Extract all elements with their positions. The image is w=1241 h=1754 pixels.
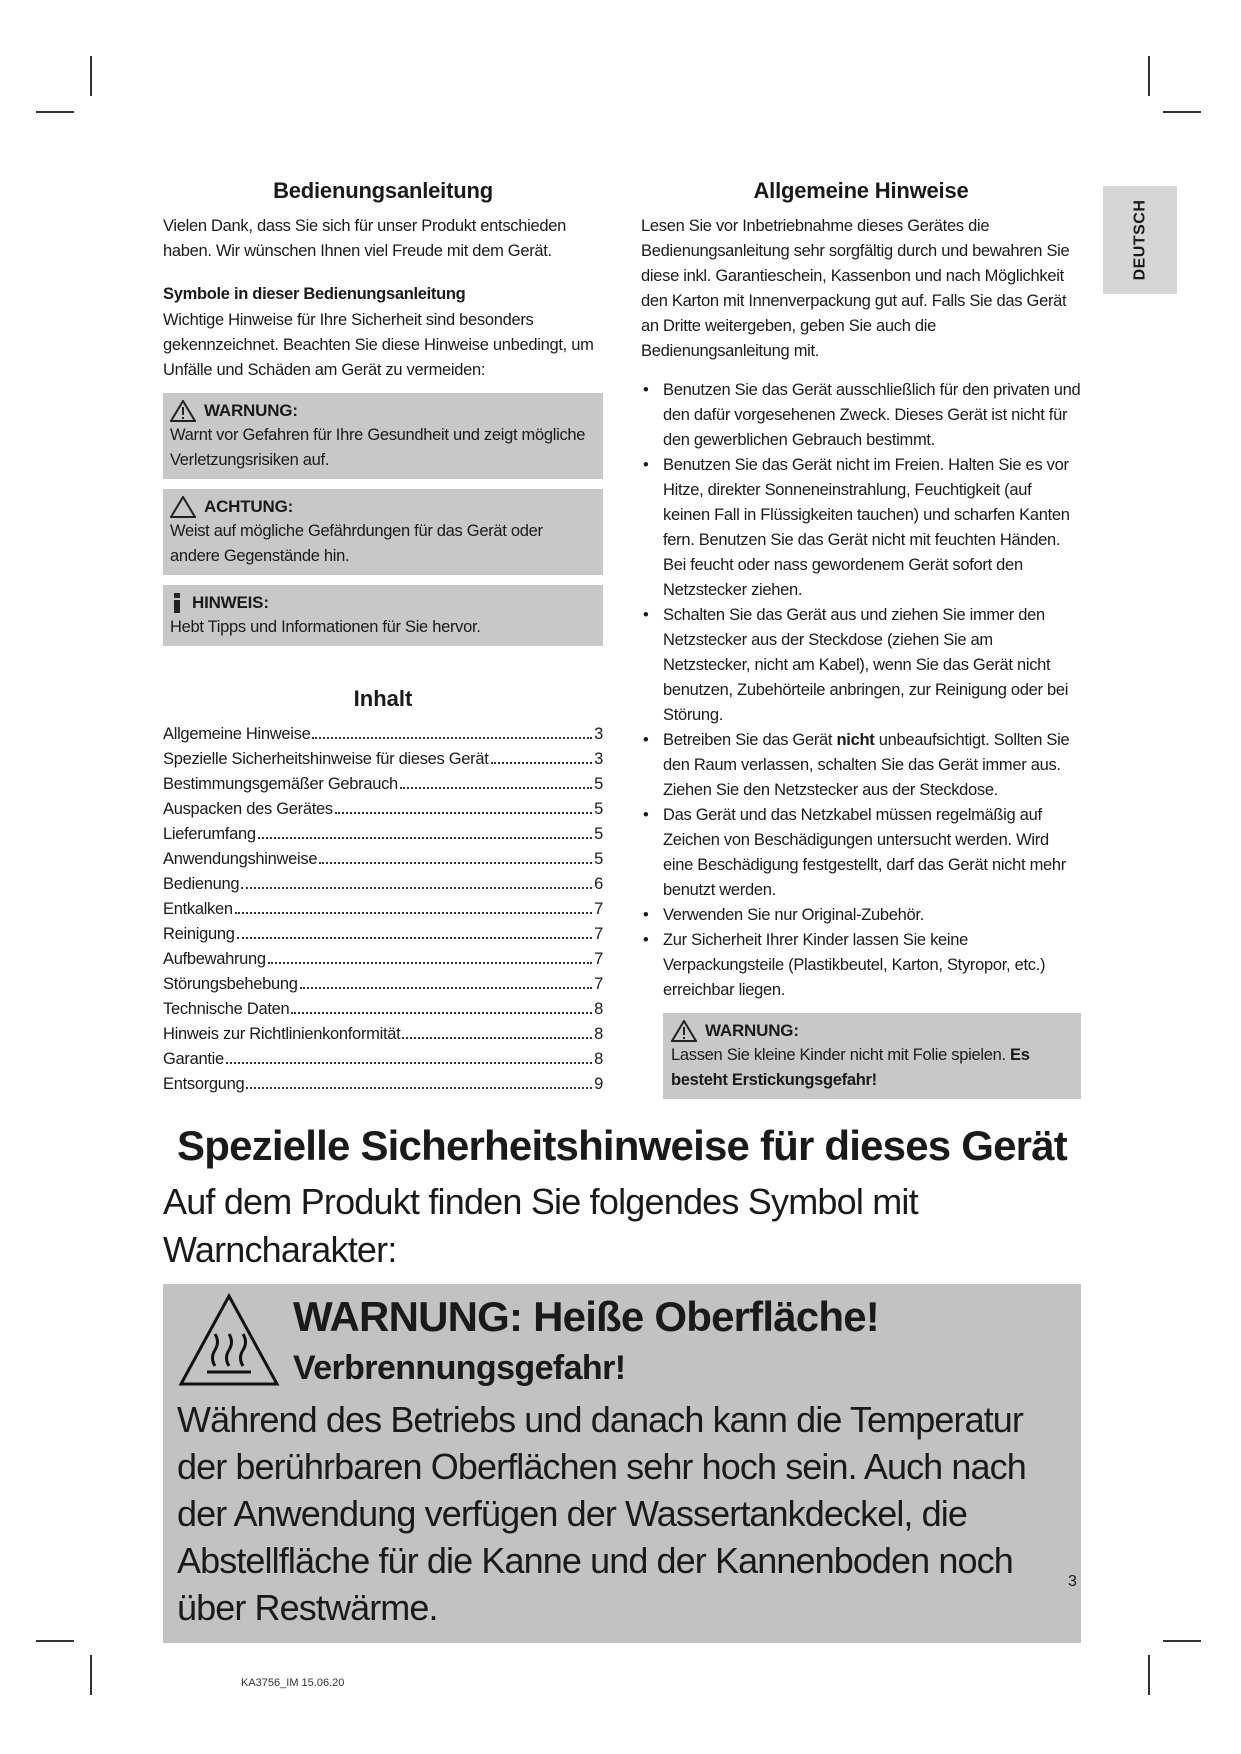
toc-title: Inhalt [353, 686, 413, 711]
info-icon [170, 592, 184, 614]
manual-title: Bedienungsanleitung [273, 178, 493, 203]
toc-entry[interactable]: Bestimmungsgemäßer Gebrauch 5 [163, 775, 603, 793]
achtung-text: Weist auf mögliche Gefährdungen für das Gerät oder andere Gegenstände hin. [170, 522, 543, 565]
toc-entry[interactable]: Entkalken 7 [163, 900, 603, 918]
toc-entry[interactable]: Technische Daten 8 [163, 1000, 603, 1018]
right-column [641, 178, 1081, 1099]
crop-mark [36, 111, 74, 113]
left-column [163, 178, 603, 1097]
toc-entry[interactable]: Lieferumfang 5 [163, 825, 603, 843]
list-item: • Betreiben Sie das Gerät nicht unbeaufsichtigt. Sollten Sie den Raum verlassen, schalten Sie das Gerät immer aus. Ziehen Sie den Netzstecker aus der Steckdose. [641, 728, 1081, 803]
hot-surface-icon [177, 1292, 281, 1390]
general-notes-intro: Lesen Sie vor Inbetriebnahme dieses Gerätes die Bedienungsanleitung sehr sorgfältig durch und bewahren Sie diese inkl. Garantieschein, Kassenbon und nach Möglichkeit den Karton mit Innenverpackung gut auf. Falls Sie das Gerät an Dritte weitergeben, geben Sie auch die Bedienungsanleitung mit. [641, 217, 1070, 360]
safety-bullet-list [641, 378, 1081, 1003]
packaging-warning-title: WARNUNG: [705, 1021, 799, 1040]
crop-mark [90, 1655, 92, 1695]
warnung-notice [163, 393, 603, 479]
crop-mark [1148, 56, 1150, 96]
list-item: • Schalten Sie das Gerät aus und ziehen Sie immer den Netzstecker aus der Steckdose (ziehen Sie am Netzstecker, nicht am Kabel), wenn Sie das Gerät nicht benutzen, Zubehörteile anbringen, zur Reinigung oder bei Störung. [641, 603, 1081, 728]
toc-entry[interactable]: Allgemeine Hinweise 3 [163, 725, 603, 743]
crop-mark [1163, 1640, 1201, 1642]
toc-entry[interactable]: Störungsbehebung 7 [163, 975, 603, 993]
general-notes-title: Allgemeine Hinweise [753, 178, 969, 203]
warnung-title: WARNUNG: [204, 401, 298, 420]
hot-surface-warning-box [163, 1284, 1081, 1643]
hinweis-notice [163, 585, 603, 646]
list-item: • Verwenden Sie nur Original-Zubehör. [641, 903, 1081, 928]
list-item: • Zur Sicherheit Ihrer Kinder lassen Sie keine Verpackungsteile (Plastikbeutel, Karton, Styropor, etc.) erreichbar liegen. [641, 928, 1081, 1003]
toc-entry[interactable]: Anwendungshinweise 5 [163, 850, 603, 868]
symbols-text: Wichtige Hinweise für Ihre Sicherheit sind besonders gekennzeichnet. Beachten Sie diese Hinweise unbedingt, um Unfälle und Schäden am Gerät zu vermeiden: [163, 311, 594, 379]
packaging-warning [663, 1013, 1081, 1099]
hot-surface-warning-text: Während des Betriebs und danach kann die Temperatur der berührbaren Oberflächen sehr hoch sein. Auch nach der Anwendung verfügen der Wassertankdeckel, die Abstellfläche für die Kanne und der Kannenboden noch über Restwärme. [177, 1399, 1026, 1628]
intro-text: Vielen Dank, dass Sie sich für unser Produkt entschieden haben. Wir wünschen Ihnen viel Freude mit dem Gerät. [163, 217, 566, 260]
toc-entry[interactable]: Hinweis zur Richtlinienkonformität 8 [163, 1025, 603, 1043]
list-item: • Benutzen Sie das Gerät ausschließlich für den privaten und den dafür vorgesehenen Zweck. Dieses Gerät ist nicht für den gewerblichen Gebrauch bestimmt. [641, 378, 1081, 453]
warning-triangle-icon [170, 400, 196, 422]
crop-mark [1148, 1655, 1150, 1695]
toc-entry[interactable]: Garantie 8 [163, 1050, 603, 1068]
crop-mark [90, 56, 92, 96]
hinweis-text: Hebt Tipps und Informationen für Sie hervor. [170, 618, 481, 636]
caution-triangle-icon [170, 496, 196, 518]
toc-entry[interactable]: Reinigung 7 [163, 925, 603, 943]
special-safety-subtitle: Auf dem Produkt finden Sie folgendes Symbol mit Warncharakter: [163, 1181, 918, 1270]
toc-entry[interactable]: Aufbewahrung 7 [163, 950, 603, 968]
packaging-warning-text: Lassen Sie kleine Kinder nicht mit Folie spielen. Es besteht Erstickungsgefahr! [671, 1046, 1030, 1089]
footer-code: KA3756_IM 15.06.20 [241, 1677, 345, 1689]
hinweis-title: HINWEIS: [192, 593, 269, 612]
table-of-contents [163, 722, 603, 1097]
crop-mark [36, 1640, 74, 1642]
hot-surface-warning-title: WARNUNG: Heiße Oberfläche! [293, 1293, 879, 1340]
list-item: • Benutzen Sie das Gerät nicht im Freien. Halten Sie es vor Hitze, direkter Sonneneinstrahlung, Feuchtigkeit (auf keinen Fall in Flüssigkeiten tauchen) und scharfen Kanten fern. Benutzen Sie das Gerät nicht mit feuchten Händen. Bei feucht oder nass gewordenem Gerät sofort den Netzstecker ziehen. [641, 453, 1081, 603]
list-item: • Das Gerät und das Netzkabel müssen regelmäßig auf Zeichen von Beschädigungen untersucht werden. Wird eine Beschädigung festgestellt, darf das Gerät nicht mehr benutzt werden. [641, 803, 1081, 903]
special-safety-section [163, 1118, 1081, 1643]
achtung-notice [163, 489, 603, 575]
language-tab [1103, 186, 1177, 294]
warnung-text: Warnt vor Gefahren für Ihre Gesundheit und zeigt mögliche Verletzungsrisiken auf. [170, 426, 586, 469]
burn-hazard-label: Verbrennungsgefahr! [293, 1349, 626, 1387]
toc-entry[interactable]: Bedienung 6 [163, 875, 603, 893]
toc-entry[interactable]: Spezielle Sicherheitshinweise für dieses Gerät 3 [163, 750, 603, 768]
language-tab-label: DEUTSCH [1131, 199, 1148, 281]
crop-mark [1163, 111, 1201, 113]
page-number: 3 [1068, 1573, 1077, 1590]
special-safety-title: Spezielle Sicherheitshinweise für dieses Gerät [177, 1122, 1067, 1169]
warning-triangle-icon [671, 1020, 697, 1042]
achtung-title: ACHTUNG: [204, 497, 294, 516]
symbols-heading: Symbole in dieser Bedienungsanleitung [163, 285, 466, 303]
toc-entry[interactable]: Auspacken des Gerätes 5 [163, 800, 603, 818]
toc-entry[interactable]: Entsorgung 9 [163, 1075, 603, 1093]
